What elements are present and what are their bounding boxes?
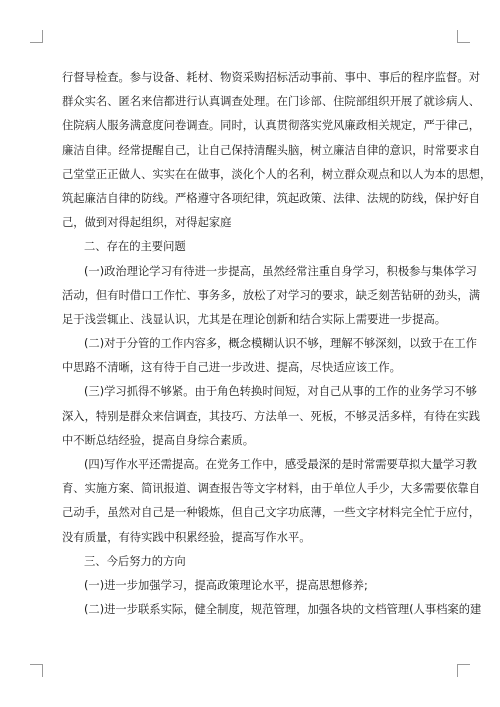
- document-body: [62, 66, 492, 622]
- text-line: (三)学习抓得不够紧。由于角色转换时间短，对自己从事的工作的业务学习不够: [84, 385, 477, 399]
- text-line: (一)进一步加强学习，提高政策理论水平，提高思想修养;: [84, 578, 368, 592]
- text-line: 育、实施方案、简讯报道、调查报告等文字材料，由于单位人手少，大多需要依靠自: [62, 482, 480, 496]
- text-line: (一)政治理论学习有待进一步提高，虽然经常注重自身学习，积极参与集体学习: [84, 264, 477, 278]
- crop-mark-bottom-right: [457, 664, 470, 677]
- text-line: 中思路不清晰，这有待于自己进一步改进、提高，尽快适应该工作。: [62, 361, 401, 375]
- crop-mark-top-left: [30, 30, 43, 43]
- text-line: 己动手，虽然对自己是一种锻炼，但自己文字功底薄，一些文字材料完全忙于应付，: [62, 506, 480, 520]
- text-line: 己堂堂正正做人、实实在在做事，淡化个人的名利，树立群众观点和以人为本的思想，: [62, 167, 492, 181]
- text-line: (二)进一步联系实际，健全制度，规范管理，加强各块的文档管理(人事档案的建: [84, 603, 482, 617]
- text-line: 深入，特别是群众来信调查，其技巧、方法单一、死板，不够灵活多样，有待在实践: [62, 409, 480, 423]
- crop-mark-bottom-left: [30, 664, 43, 677]
- text-line: 筑起廉洁自律的防线。严格遵守各项纪律，筑起政策、法律、法规的防线，保护好自: [62, 191, 480, 205]
- text-line: (四)写作水平还需提高。在党务工作中，感受最深的是时常需要草拟大量学习教: [84, 458, 477, 471]
- text-line: 群众实名、匿名来信都进行认真调查处理。在门诊部、住院部组织开展了就诊病人、: [62, 95, 480, 109]
- section-heading: 二、存在的主要问题: [84, 240, 186, 254]
- text-line: 活动，但有时借口工作忙、事务多，放松了对学习的要求，缺乏刻苦钻研的劲头，满: [62, 288, 480, 302]
- text-line: 廉洁自律。经常提醒自己，让自己保持清醒头脑，树立廉洁自律的意识，时常要求自: [62, 143, 480, 157]
- text-line: 足于浅尝辄止、浅显认识，尤其是在理论创新和结合实际上需要进一步提高。: [62, 312, 447, 326]
- text-line: (二)对于分管的工作内容多，概念模糊认识不够，理解不够深刻，以致于在工作: [84, 337, 477, 351]
- crop-mark-top-right: [457, 30, 470, 43]
- text-line: 没有质量，有待实践中积累经验，提高写作水平。: [62, 530, 311, 544]
- text-line: 中不断总结经验，提高自身综合素质。: [62, 433, 255, 447]
- section-heading: 三、今后努力的方向: [84, 554, 186, 568]
- text-line: 行督导检查。参与设备、耗材、物资采购招标活动事前、事中、事后的程序监督。对: [62, 71, 480, 84]
- text-line: 己，做到对得起组织，对得起家庭: [62, 216, 232, 230]
- text-line: 住院病人服务满意度问卷调查。同时，认真贯彻落实党风廉政相关规定，严于律己，: [62, 119, 480, 133]
